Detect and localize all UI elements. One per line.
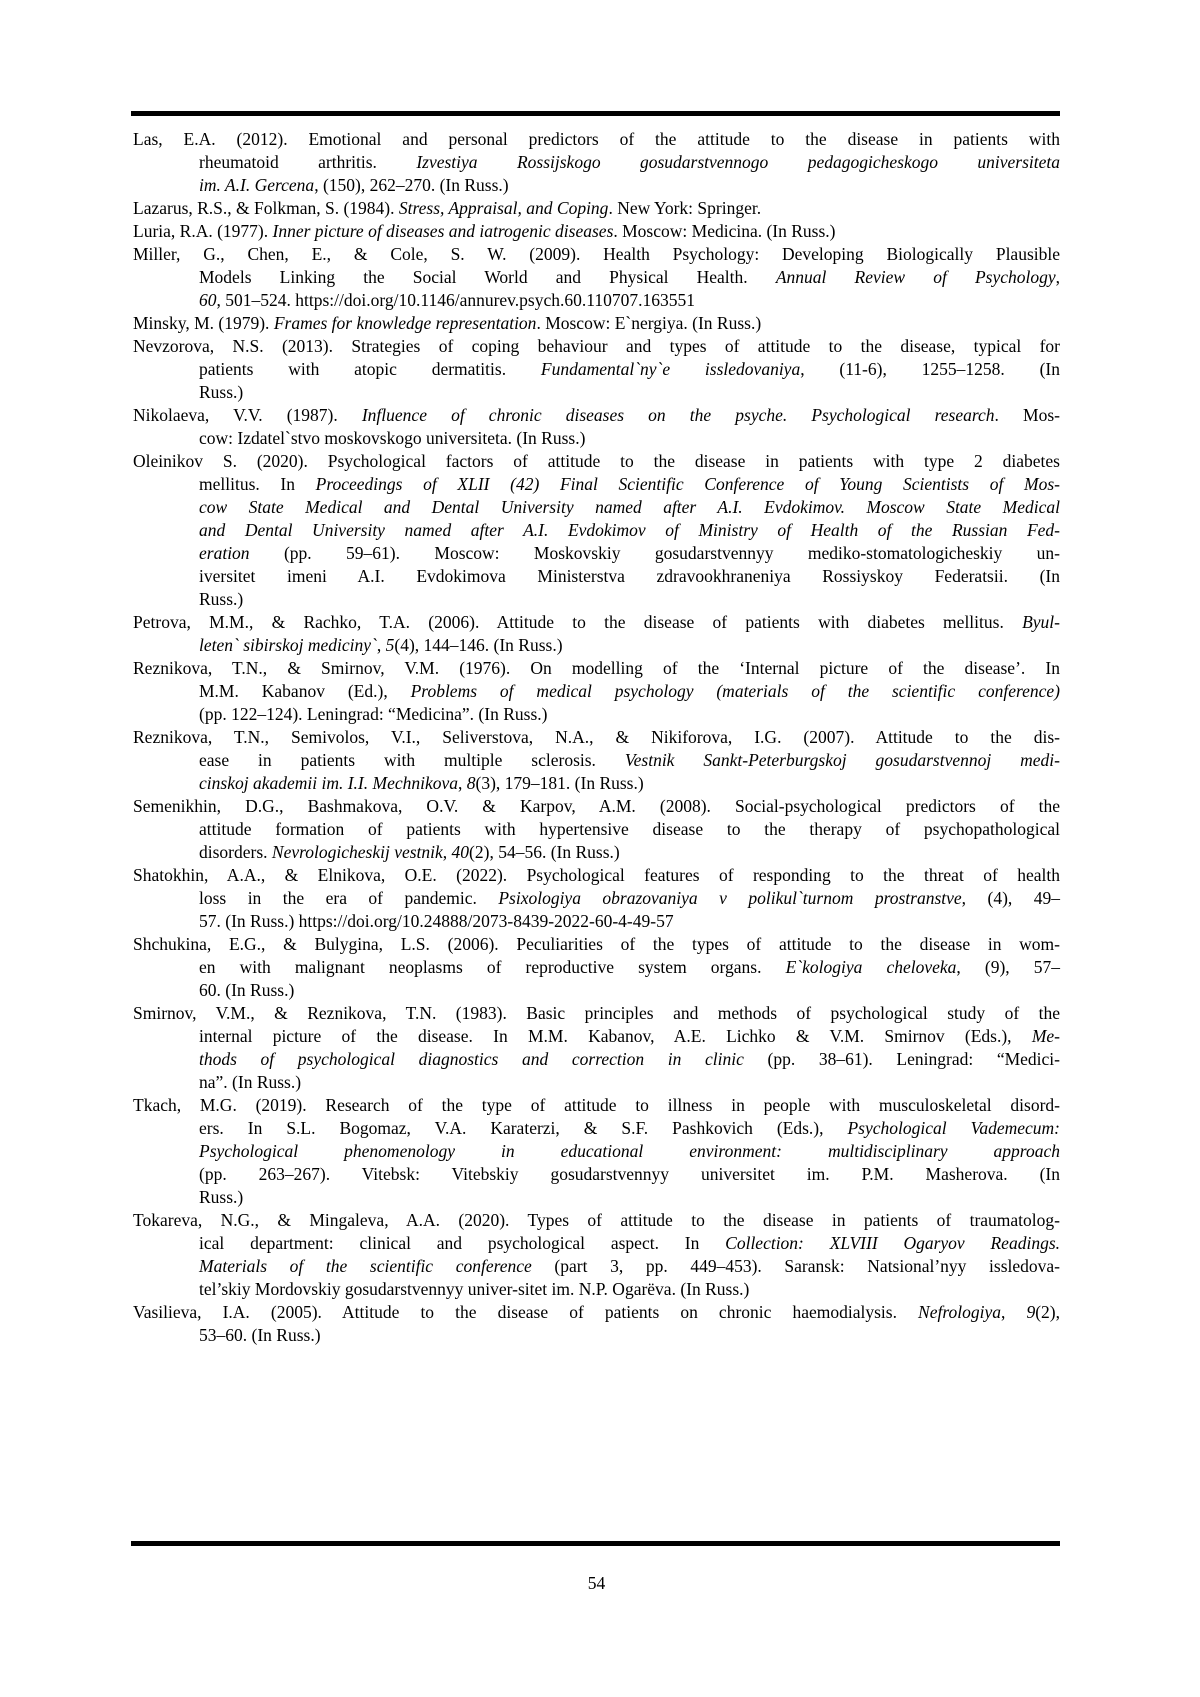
reference-line: Las, E.A. (2012). Emotional and personal predictors of the attitude to the disease in patients with	[133, 129, 1060, 149]
reference-entry	[133, 657, 1060, 726]
reference-line: Materials of the scientific conference (part 3, pp. 449–453). Saransk: Natsional’nyy issledova-	[199, 1256, 1061, 1276]
reference-entry	[133, 335, 1060, 404]
reference-line: eration (pp. 59–61). Moscow: Moskovskiy gosudarstvennyy mediko-stomatologicheskiy un-	[199, 543, 1060, 563]
reference-entry	[133, 1002, 1060, 1094]
reference-line: ease in patients with multiple sclerosis. Vestnik Sankt-Peterburgskoj gosudarstvennoj medi-	[199, 750, 1060, 770]
reference-line: Smirnov, V.M., & Reznikova, T.N. (1983). Basic principles and methods of psychological study of the	[133, 1003, 1060, 1023]
reference-line: Tokareva, N.G., & Mingaleva, A.A. (2020). Types of attitude to the disease in patients of traumatolog-	[133, 1210, 1060, 1230]
reference-entry	[133, 1301, 1060, 1347]
reference-line: Shatokhin, A.A., & Elnikova, O.E. (2022). Psychological features of responding to the threat of health	[133, 865, 1060, 885]
reference-line: internal picture of the disease. In M.M. Kabanov, A.E. Lichko & V.M. Smirnov (Eds.), Me-	[199, 1026, 1060, 1046]
reference-line: Tkach, M.G. (2019). Research of the type of attitude to illness in people with musculoskeletal disord-	[133, 1095, 1060, 1115]
reference-line: iversitet imeni A.I. Evdokimova Ministerstva zdravookhraneniya Rossiyskoy Federatsii. (In	[199, 566, 1060, 586]
page-number: 54	[587, 1573, 606, 1593]
reference-line: cow: Izdatel`stvo moskovskogo universiteta. (In Russ.)	[199, 428, 586, 448]
reference-line: Nevzorova, N.S. (2013). Strategies of coping behaviour and types of attitude to the disease, typical for	[133, 336, 1060, 356]
reference-line: en with malignant neoplasms of reproductive system organs. E`kologiya cheloveka, (9), 57–	[199, 957, 1060, 977]
reference-line: (pp. 263–267). Vitebsk: Vitebskiy gosudarstvennyy universitet im. P.M. Masherova. (In	[199, 1164, 1060, 1184]
reference-line: cinskoj akademii im. I.I. Mechnikova, 8(3), 179–181. (In Russ.)	[199, 773, 644, 793]
reference-entry	[133, 312, 1060, 335]
reference-entry	[133, 404, 1060, 450]
reference-line: Russ.)	[199, 589, 244, 609]
reference-entry	[133, 611, 1060, 657]
reference-line: Nikolaeva, V.V. (1987). Influence of chronic diseases on the psyche. Psychological research. Mos-	[133, 405, 1060, 425]
reference-entry	[133, 128, 1060, 197]
reference-entry	[133, 243, 1060, 312]
reference-line: M.M. Kabanov (Ed.), Problems of medical psychology (materials of the scientific conference)	[199, 681, 1061, 701]
reference-line: Psychological phenomenology in educational environment: multidisciplinary approach	[199, 1141, 1060, 1161]
reference-line: 53–60. (In Russ.)	[199, 1325, 321, 1345]
reference-entry	[133, 933, 1060, 1002]
references-list	[133, 128, 1060, 1347]
reference-entry	[133, 1209, 1060, 1301]
reference-line: and Dental University named after A.I. Evdokimov of Ministry of Health of the Russian Fed-	[199, 520, 1060, 540]
reference-line: Oleinikov S. (2020). Psychological factors of attitude to the disease in patients with type 2 diabetes	[133, 451, 1060, 471]
bottom-rule	[131, 1541, 1060, 1546]
reference-line: attitude formation of patients with hypertensive disease to the therapy of psychopathological	[199, 819, 1060, 839]
reference-line: Russ.)	[199, 1187, 244, 1207]
reference-line: Luria, R.A. (1977). Inner picture of diseases and iatrogenic diseases. Moscow: Medicina. (In Russ.)	[133, 221, 836, 241]
reference-line: im. A.I. Gercena, (150), 262–270. (In Russ.)	[199, 175, 509, 195]
reference-line: 60, 501–524. https://doi.org/10.1146/annurev.psych.60.110707.163551	[199, 290, 695, 310]
reference-line: patients with atopic dermatitis. Fundamental`ny`e issledovaniya, (11-6), 1255–1258. (In	[199, 359, 1060, 379]
reference-line: Models Linking the Social World and Physical Health. Annual Review of Psychology,	[199, 267, 1060, 287]
reference-line: (pp. 122–124). Leningrad: “Medicina”. (In Russ.)	[199, 704, 548, 724]
top-rule	[131, 111, 1060, 116]
reference-line: loss in the era of pandemic. Psixologiya obrazovaniya v polikul`turnom prostranstve, (4), 49–	[199, 888, 1060, 908]
reference-line: Lazarus, R.S., & Folkman, S. (1984). Stress, Appraisal, and Coping. New York: Springer.	[133, 198, 762, 218]
reference-line: Semenikhin, D.G., Bashmakova, O.V. & Karpov, A.M. (2008). Social-psychological predictors of the	[133, 796, 1060, 816]
reference-entry	[133, 795, 1060, 864]
reference-line: disorders. Nevrologicheskij vestnik, 40(2), 54–56. (In Russ.)	[199, 842, 620, 862]
reference-line: Petrova, M.M., & Rachko, T.A. (2006). Attitude to the disease of patients with diabetes mellitus. Byul-	[133, 612, 1060, 632]
reference-line: Russ.)	[199, 382, 244, 402]
reference-line: cow State Medical and Dental University named after A.I. Evdokimov. Moscow State Medical	[199, 497, 1060, 517]
reference-line: na”. (In Russ.)	[199, 1072, 302, 1092]
reference-entry	[133, 864, 1060, 933]
reference-line: Minsky, M. (1979). Frames for knowledge representation. Moscow: E`nergiya. (In Russ.)	[133, 313, 762, 333]
reference-line: 60. (In Russ.)	[199, 980, 295, 1000]
reference-entry	[133, 220, 1060, 243]
reference-line: ers. In S.L. Bogomaz, V.A. Karaterzi, & S.F. Pashkovich (Eds.), Psychological Vademecum:	[199, 1118, 1060, 1138]
reference-line: ical department: clinical and psychological aspect. In Collection: XLVIII Ogaryov Readings.	[199, 1233, 1061, 1253]
reference-line: rheumatoid arthritis. Izvestiya Rossijskogo gosudarstvennogo pedagogicheskogo universiteta	[199, 152, 1060, 172]
reference-entry	[133, 197, 1060, 220]
reference-line: mellitus. In Proceedings of XLII (42) Final Scientific Conference of Young Scientists of Mos-	[199, 474, 1060, 494]
reference-line: Shchukina, E.G., & Bulygina, L.S. (2006). Peculiarities of the types of attitude to the disease in wom-	[133, 934, 1060, 954]
reference-line: tel’skiy Mordovskiy gosudarstvennyy univer-sitet im. N.P. Ogarëva. (In Russ.)	[199, 1279, 750, 1299]
reference-entry	[133, 450, 1060, 611]
reference-line: Vasilieva, I.A. (2005). Attitude to the disease of patients on chronic haemodialysis. Nefrologiya, 9(2),	[133, 1302, 1060, 1322]
reference-entry	[133, 726, 1060, 795]
reference-entry	[133, 1094, 1060, 1209]
reference-line: Reznikova, T.N., Semivolos, V.I., Seliverstova, N.A., & Nikiforova, I.G. (2007). Attitude to the dis-	[133, 727, 1060, 747]
reference-line: 57. (In Russ.) https://doi.org/10.24888/2073-8439-2022-60-4-49-57	[199, 911, 674, 931]
reference-line: leten` sibirskoj mediciny`, 5(4), 144–146. (In Russ.)	[199, 635, 563, 655]
reference-line: thods of psychological diagnostics and correction in clinic (pp. 38–61). Leningrad: “Medici-	[199, 1049, 1060, 1069]
reference-line: Reznikova, T.N., & Smirnov, V.M. (1976). On modelling of the ‘Internal picture of the disease’. In	[133, 658, 1060, 678]
reference-line: Miller, G., Chen, E., & Cole, S. W. (2009). Health Psychology: Developing Biologically Plausible	[133, 244, 1060, 264]
